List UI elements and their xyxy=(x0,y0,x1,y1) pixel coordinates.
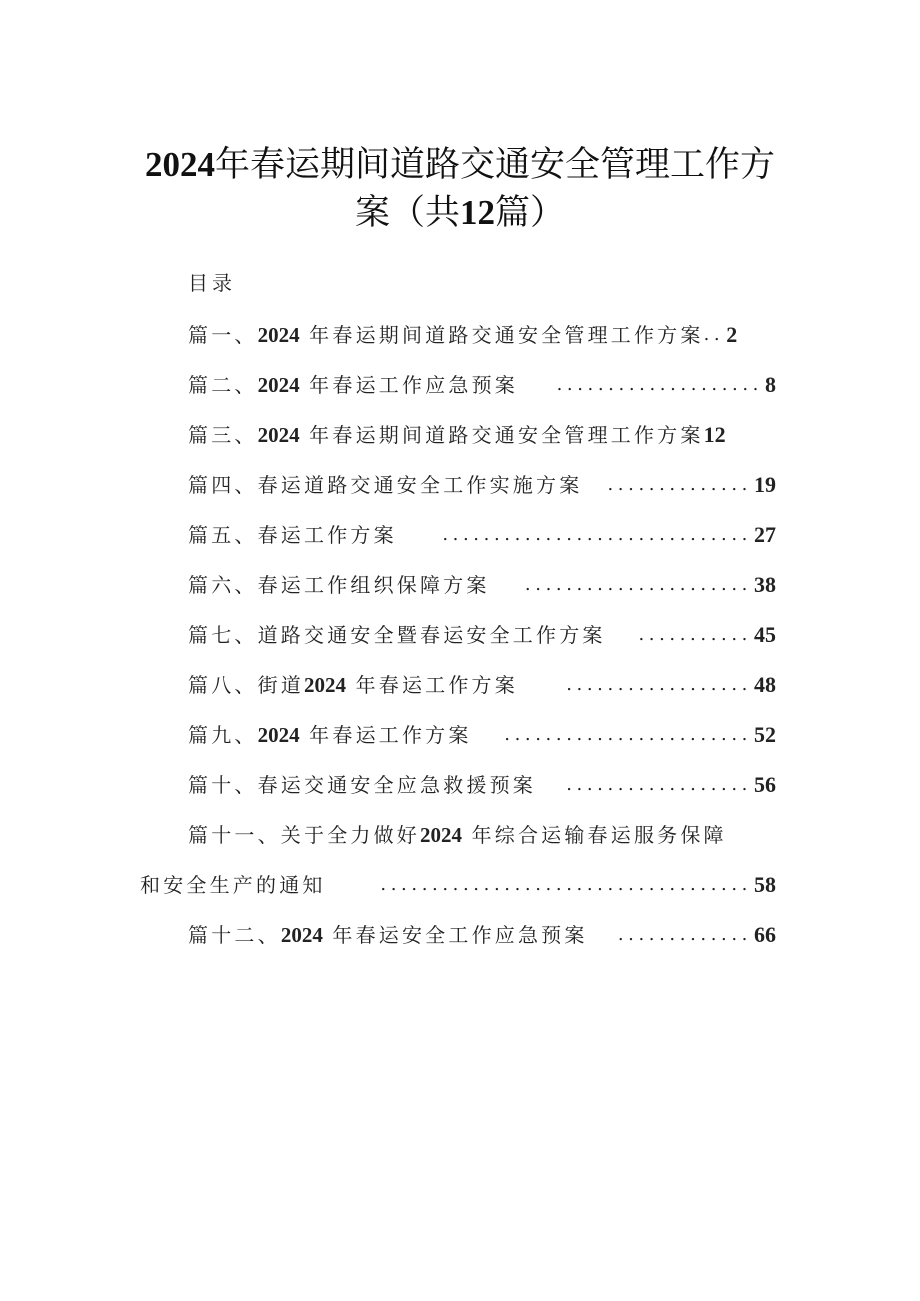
toc-entry-label: 篇四、春运道路交通安全工作实施方案 xyxy=(188,473,583,497)
toc-leader: .................. xyxy=(566,674,752,695)
toc-leader: .. xyxy=(703,324,725,345)
title-count: 12 xyxy=(460,193,495,232)
toc-page-number: 45 xyxy=(754,622,776,647)
toc-entry-11-line-2[interactable] xyxy=(140,870,776,900)
toc-entry-label: 篇五、春运工作方案 xyxy=(188,523,397,547)
toc-entry-3[interactable] xyxy=(188,420,776,450)
toc-page-number: 56 xyxy=(754,772,776,797)
toc-entry-label: 篇一、2024 年春运期间道路交通安全管理工作方案 xyxy=(188,323,704,347)
toc-page-number: 19 xyxy=(754,472,776,497)
toc-leader: ............. xyxy=(617,924,752,945)
toc-entry-label: 篇十一、关于全力做好 xyxy=(188,823,420,847)
toc-entry-9[interactable] xyxy=(188,720,776,750)
toc-entry-12[interactable] xyxy=(188,920,776,950)
toc-entry-label: 篇六、春运工作组织保障方案 xyxy=(188,573,490,597)
toc-leader: .................. xyxy=(566,774,752,795)
toc-leader: .............. xyxy=(607,474,752,495)
toc-entry-4[interactable] xyxy=(188,470,776,500)
title-year: 2024 xyxy=(144,145,215,184)
title-text: 年春运期间道路交通安全管理工作方 xyxy=(214,145,775,185)
toc-entry-label: 篇三、2024 年春运期间道路交通安全管理工作方案 xyxy=(188,423,704,447)
toc-entry-label: 篇七、道路交通安全暨春运安全工作方案 xyxy=(188,623,606,647)
toc-entry-label: 篇九、2024 年春运工作方案 xyxy=(188,723,472,747)
toc-entry-continuation: 和安全生产的通知 xyxy=(140,873,326,897)
toc-page-number: 12 xyxy=(703,422,726,447)
toc-entry-7[interactable] xyxy=(188,620,776,650)
toc-leader: .............................. xyxy=(442,524,752,545)
toc-entry-11-line-1[interactable]: 篇十一、关于全力做好2024 年综合运输春运服务保障 xyxy=(188,823,727,847)
toc-leader: ........................ xyxy=(504,724,752,745)
title-text-pre: 案（共 xyxy=(354,193,460,233)
toc-entry-8[interactable] xyxy=(188,670,776,700)
toc-page-number: 38 xyxy=(754,572,776,597)
toc-page-number: 27 xyxy=(754,522,776,547)
toc-page-number: 52 xyxy=(754,722,776,747)
toc-entry-label: 篇二、2024 年春运工作应急预案 xyxy=(188,373,518,397)
toc-entry-label: 篇十、春运交通安全应急救援预案 xyxy=(188,773,537,797)
toc-leader: .................... xyxy=(556,374,763,395)
toc-leader: ........... xyxy=(638,624,752,645)
toc-entry-label: 篇十二、2024 年春运安全工作应急预案 xyxy=(188,923,588,947)
toc-page-number: 58 xyxy=(754,872,776,897)
document-title-line-2 xyxy=(0,184,920,242)
toc-entry-label: 篇八、街道2024 年春运工作方案 xyxy=(188,673,518,697)
toc-entry-5[interactable] xyxy=(188,520,776,550)
toc-leader: ...................... xyxy=(524,574,752,595)
toc-page-number: 66 xyxy=(754,922,776,947)
toc-page-number: 8 xyxy=(765,372,776,397)
toc-heading: 目录 xyxy=(188,271,236,295)
title-text-post: 篇） xyxy=(495,193,566,233)
toc-entry-6[interactable] xyxy=(188,570,776,600)
toc-entry-1[interactable] xyxy=(188,320,776,350)
toc-leader: .................................... xyxy=(380,874,752,895)
toc-entry-10[interactable] xyxy=(188,770,776,800)
toc-page-number: 2 xyxy=(726,322,738,347)
toc-page-number: 48 xyxy=(754,672,776,697)
toc-entry-2[interactable] xyxy=(188,370,776,400)
